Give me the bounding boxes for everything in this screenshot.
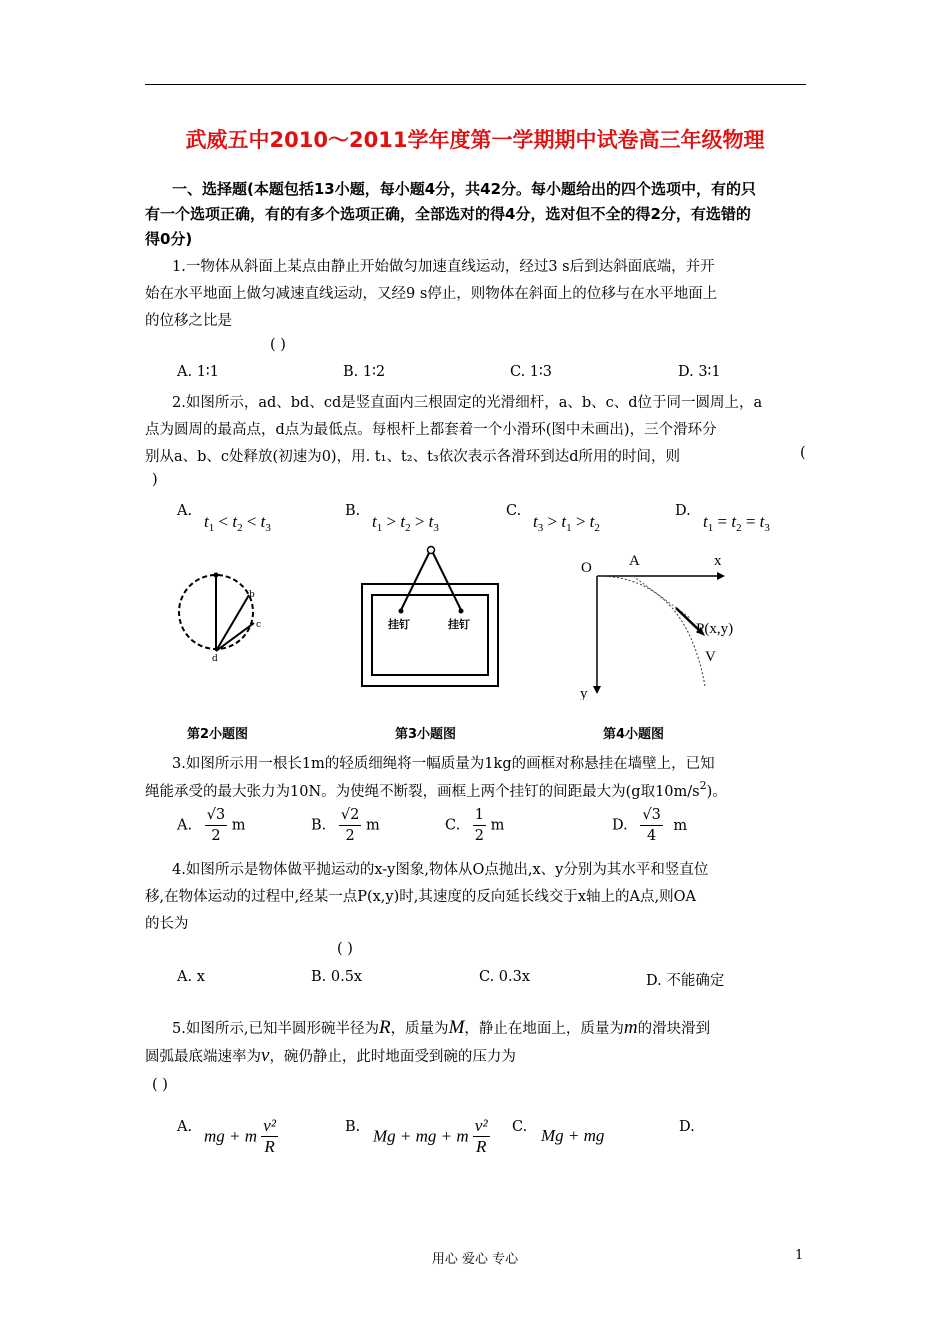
fig4-label-y: y [580, 686, 588, 700]
q3-option-b: B. $\frac{√2}{2}$ m [311, 807, 380, 844]
fig2-label-c: c [256, 620, 262, 630]
q2-line-1: 2.如图所示，ad、bd、cd是竖直面内三根固定的光滑细杆，a、b、c、d位于同一圆周上，a [172, 395, 763, 411]
footer-motto: 用心 爱心 专心 [431, 1252, 519, 1267]
q3-option-d: D. $\frac{√3}{4}$ m [612, 807, 688, 844]
q5-line-2: 圆弧最底端速率为v，碗仍静止，此时地面受到碗的压力为 [145, 1045, 516, 1066]
q5-line-1: 5.如图所示,已知半圆形碗半径为R，质量为M，静止在地面上，质量为m的滑块滑到 [172, 1017, 711, 1038]
q3-option-c: C. $\frac{1}{2}$ m [445, 807, 505, 844]
page-number: 1 [795, 1248, 804, 1263]
fig3-nail-left: 挂钉 [388, 618, 410, 631]
figure-3-frame-diagram [355, 542, 505, 692]
q2-option-a-expr: $t_1 < t_2 < t_3$ [204, 512, 271, 534]
q1-line-3: 的位移之比是 [145, 313, 232, 329]
fig3-nail-right: 挂钉 [448, 618, 470, 631]
figure-4-caption: 第4小题图 [603, 727, 665, 742]
q4-line-1: 4.如图所示是物体做平抛运动的x-y图象,物体从O点抛出,x、y分别为其水平和竖直位 [172, 862, 709, 878]
q2-option-a-label: A. [177, 503, 193, 519]
page-title: 武威五中2010～2011学年度第一学期期中试卷高三年级物理 [185, 128, 765, 152]
q5-option-c-label: C. [512, 1119, 528, 1135]
q2-option-b-expr: $t_1 > t_2 > t_3$ [372, 512, 439, 534]
q4-option-d: D. 不能确定 [646, 973, 725, 989]
fig4-label-x: x [714, 553, 722, 569]
q4-line-2: 移,在物体运动的过程中,经某一点P(x,y)时,其速度的反向延长线交于x轴上的A点,则OA [145, 889, 696, 905]
q2-paren-close: ) [152, 472, 158, 488]
q1-option-c: C. 1∶3 [510, 364, 553, 380]
q5-option-b-expr: Mg + mg + m $\frac{\text{v²}}{R}$ [373, 1116, 488, 1156]
q5-option-a-expr: mg + m $\frac{\text{v²}}{R}$ [204, 1116, 276, 1156]
q2-paren-open: ( [800, 445, 806, 461]
q1-option-b: B. 1∶2 [343, 364, 386, 380]
q2-line-3: 别从a、b、c处释放(初速为0)，用. t₁、t₂、t₃依次表示各滑环到达d所用的时间，则 [145, 449, 681, 465]
q3-line-1: 3.如图所示用一根长1m的轻质细绳将一幅质量为1kg的画框对称悬挂在墙壁上，已知 [172, 756, 715, 772]
figure-4-trajectory-diagram [575, 548, 755, 700]
fig2-label-b: b [249, 590, 255, 600]
q5-option-d-label: D. [679, 1119, 695, 1135]
q5-option-c-expr: Mg + mg [541, 1126, 605, 1145]
section-line-3: 得0分) [145, 230, 193, 248]
q2-option-c-expr: $t_3 > t_1 > t_2$ [533, 512, 600, 534]
q5-answer-paren: ( ) [152, 1077, 168, 1093]
fig4-label-V: V [705, 649, 716, 665]
q2-option-b-label: B. [345, 503, 361, 519]
q1-line-2: 始在水平地面上做匀减速直线运动，又经9 s停止，则物体在斜面上的位移与在水平地面上 [145, 286, 718, 302]
figure-2-caption: 第2小题图 [187, 727, 249, 742]
q2-option-c-label: C. [506, 503, 522, 519]
q5-option-b-label: B. [345, 1119, 361, 1135]
figure-2-circle-diagram [170, 565, 270, 665]
section-line-1: 一、选择题(本题包括13小题，每小题4分，共42分。每小题给出的四个选项中，有的只 [172, 180, 757, 198]
fig4-label-O: O [581, 560, 592, 576]
q3-line-2: 绳能承受的最大张力为10N。为使绳不断裂，画框上两个挂钉的间距最大为(g取$10m/s^2$)。 [145, 779, 727, 800]
fig2-label-d: d [212, 654, 218, 664]
q2-option-d-label: D. [675, 503, 691, 519]
q4-line-3: 的长为 [145, 916, 189, 932]
q5-option-a-label: A. [177, 1119, 193, 1135]
section-line-2: 有一个选项正确，有的有多个选项正确，全部选对的得4分，选对但不全的得2分，有选错的 [145, 205, 751, 223]
q4-option-b: B. 0.5x [311, 969, 363, 985]
q1-line-1: 1.一物体从斜面上某点由静止开始做匀加速直线运动，经过3 s后到达斜面底端，并开 [172, 259, 715, 275]
q3-option-a: A. $\frac{√3}{2}$ m [177, 807, 246, 844]
q2-option-d-expr: $t_1 = t_2 = t_3$ [703, 512, 770, 534]
q1-answer-paren: ( ) [270, 337, 286, 353]
q1-option-d: D. 3∶1 [678, 364, 721, 380]
q4-answer-paren: ( ) [337, 941, 353, 957]
header-rule [145, 84, 806, 85]
figure-3-caption: 第3小题图 [395, 727, 457, 742]
q4-option-c: C. 0.3x [479, 969, 531, 985]
q1-option-a: A. 1∶1 [177, 364, 219, 380]
fig4-label-P: P(x,y) [696, 621, 734, 637]
fig4-label-A: A [629, 553, 640, 569]
q2-line-2: 点为圆周的最高点，d点为最低点。每根杆上都套着一个小滑环(图中未画出)，三个滑环分 [145, 422, 717, 438]
q4-option-a: A. x [177, 969, 205, 985]
